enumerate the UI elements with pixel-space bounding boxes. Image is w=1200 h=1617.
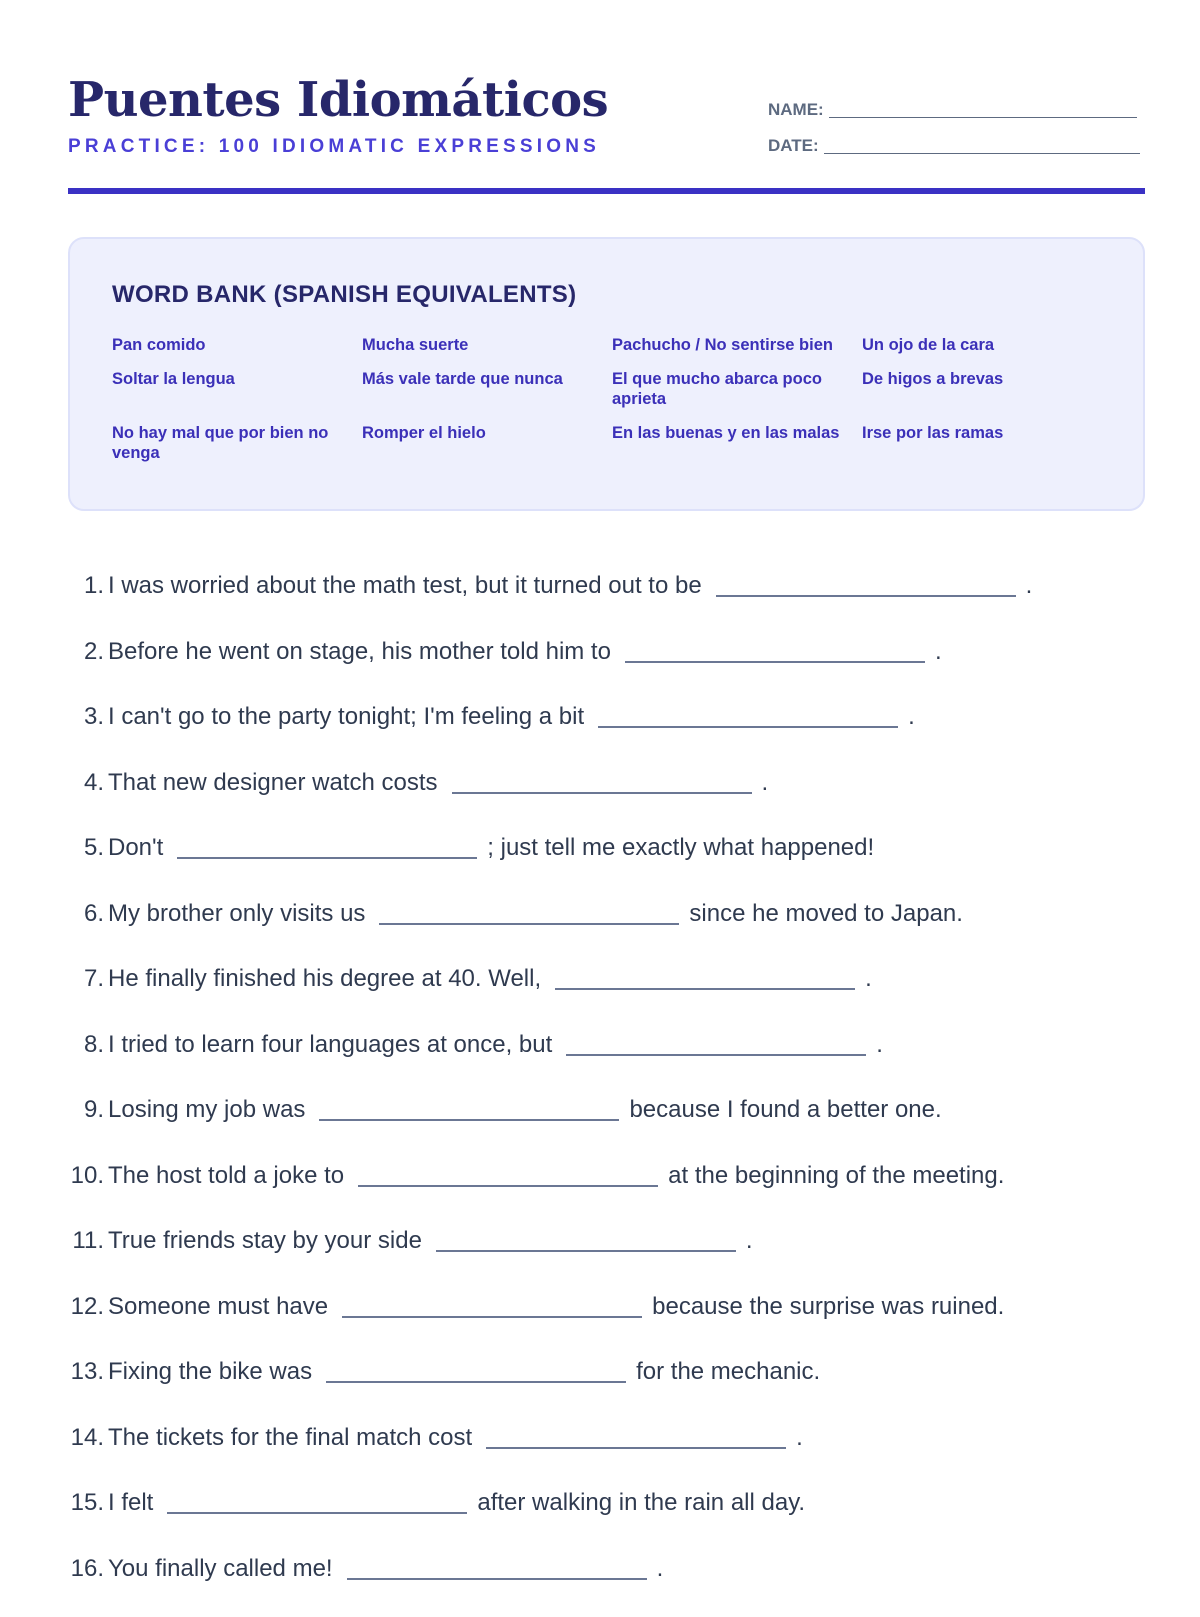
question-item: [68, 962, 1145, 1028]
answer-blank[interactable]: [716, 595, 1016, 597]
question-item: [68, 831, 1145, 897]
question-text: [108, 831, 874, 865]
word-bank-title: WORD BANK (SPANISH EQUIVALENTS): [112, 281, 576, 309]
question-item: [68, 635, 1145, 701]
answer-blank[interactable]: [379, 923, 679, 925]
question-number: 5.: [84, 831, 104, 865]
word-bank-item: Pachucho / No sentirse bien: [612, 335, 862, 355]
question-number: 12.: [71, 1290, 104, 1324]
question-number: 2.: [84, 635, 104, 669]
word-bank-item: Pan comido: [112, 335, 362, 355]
page-title: Puentes Idiomáticos: [68, 70, 608, 130]
question-ending: .: [746, 1224, 753, 1258]
worksheet-header: [68, 64, 1145, 196]
question-prompt: Before he went on stage, his mother told him to: [108, 635, 611, 669]
question-prompt: I felt: [108, 1486, 153, 1520]
answer-blank[interactable]: [566, 1054, 866, 1056]
worksheet-page: [68, 0, 1145, 1600]
question-item: [68, 1355, 1145, 1421]
question-text: [108, 635, 942, 669]
answer-blank[interactable]: [347, 1578, 647, 1580]
question-ending: at the beginning of the meeting.: [668, 1159, 1004, 1193]
answer-blank[interactable]: [452, 792, 752, 794]
question-prompt: My brother only visits us: [108, 897, 365, 931]
question-item: [68, 1093, 1145, 1159]
question-number: 11.: [72, 1224, 104, 1258]
word-bank-item: No hay mal que por bien no venga: [112, 423, 362, 463]
question-ending: .: [1026, 569, 1033, 603]
word-bank-item: El que mucho abarca poco aprieta: [612, 369, 862, 409]
answer-blank[interactable]: [319, 1119, 619, 1121]
date-label: DATE:: [768, 136, 819, 156]
question-ending: .: [796, 1421, 803, 1455]
answer-blank[interactable]: [625, 661, 925, 663]
question-ending: because I found a better one.: [629, 1093, 941, 1127]
question-text: [108, 1224, 753, 1258]
question-ending: .: [935, 635, 942, 669]
answer-blank[interactable]: [555, 988, 855, 990]
question-ending: .: [762, 766, 769, 800]
question-prompt: True friends stay by your side: [108, 1224, 422, 1258]
question-prompt: Don't: [108, 831, 163, 865]
question-ending: after walking in the rain all day.: [477, 1486, 805, 1520]
question-number: 15.: [71, 1486, 104, 1520]
question-number: 3.: [84, 700, 104, 734]
question-item: [68, 1028, 1145, 1094]
question-ending: .: [908, 700, 915, 734]
question-ending: since he moved to Japan.: [689, 897, 963, 931]
question-item: [68, 897, 1145, 963]
answer-blank[interactable]: [358, 1185, 658, 1187]
date-field[interactable]: [768, 136, 1140, 156]
question-prompt: I was worried about the math test, but it turned out to be: [108, 569, 702, 603]
question-ending: ; just tell me exactly what happened!: [487, 831, 874, 865]
question-list: [68, 569, 1145, 1617]
word-bank-item: Soltar la lengua: [112, 369, 362, 409]
question-text: [108, 1552, 663, 1586]
question-number: 16.: [71, 1552, 104, 1586]
question-text: [108, 766, 768, 800]
word-bank-item: De higos a brevas: [862, 369, 1112, 409]
question-number: 13.: [71, 1355, 104, 1389]
question-text: [108, 1421, 803, 1455]
word-bank-item: Mucha suerte: [362, 335, 612, 355]
question-text: [108, 897, 963, 931]
question-prompt: That new designer watch costs: [108, 766, 438, 800]
answer-blank[interactable]: [177, 857, 477, 859]
word-bank-item: Irse por las ramas: [862, 423, 1112, 463]
answer-blank[interactable]: [486, 1447, 786, 1449]
question-item: [68, 1421, 1145, 1487]
question-number: 14.: [71, 1421, 104, 1455]
word-bank-item: En las buenas y en las malas: [612, 423, 862, 463]
question-prompt: The host told a joke to: [108, 1159, 344, 1193]
word-bank-item: Romper el hielo: [362, 423, 612, 463]
question-item: [68, 1159, 1145, 1225]
question-prompt: You finally called me!: [108, 1552, 333, 1586]
question-prompt: I can't go to the party tonight; I'm feeling a bit: [108, 700, 584, 734]
answer-blank[interactable]: [342, 1316, 642, 1318]
name-line[interactable]: [829, 117, 1137, 118]
question-prompt: Losing my job was: [108, 1093, 305, 1127]
question-prompt: Someone must have: [108, 1290, 328, 1324]
question-number: 4.: [84, 766, 104, 800]
word-bank-item: Un ojo de la cara: [862, 335, 1112, 355]
question-item: [68, 1486, 1145, 1552]
question-text: [108, 1355, 820, 1389]
question-text: [108, 1093, 942, 1127]
question-number: 1.: [84, 569, 104, 603]
question-item: [68, 766, 1145, 832]
page-subtitle: PRACTICE: 100 IDIOMATIC EXPRESSIONS: [68, 136, 600, 158]
answer-blank[interactable]: [598, 726, 898, 728]
word-bank-grid: [112, 335, 1112, 463]
answer-blank[interactable]: [326, 1381, 626, 1383]
question-number: 7.: [84, 962, 104, 996]
question-text: [108, 1028, 883, 1062]
question-text: [108, 1159, 1004, 1193]
question-item: [68, 569, 1145, 635]
question-item: [68, 700, 1145, 766]
name-label: NAME:: [768, 100, 824, 120]
question-prompt: Fixing the bike was: [108, 1355, 312, 1389]
question-text: [108, 962, 872, 996]
question-number: 8.: [84, 1028, 104, 1062]
question-text: [108, 700, 915, 734]
word-bank-item: Más vale tarde que nunca: [362, 369, 612, 409]
question-number: 10.: [71, 1159, 104, 1193]
question-item: [68, 1290, 1145, 1356]
question-prompt: He finally finished his degree at 40. Well,: [108, 962, 541, 996]
question-ending: because the surprise was ruined.: [652, 1290, 1004, 1324]
answer-blank[interactable]: [436, 1250, 736, 1252]
question-prompt: I tried to learn four languages at once, but: [108, 1028, 552, 1062]
answer-blank[interactable]: [167, 1512, 467, 1514]
question-ending: for the mechanic.: [636, 1355, 820, 1389]
date-line[interactable]: [824, 153, 1140, 154]
question-number: 6.: [84, 897, 104, 931]
question-ending: .: [657, 1552, 664, 1586]
question-text: [108, 569, 1032, 603]
header-divider: [68, 188, 1145, 194]
question-prompt: The tickets for the final match cost: [108, 1421, 472, 1455]
question-item: [68, 1224, 1145, 1290]
question-text: [108, 1486, 805, 1520]
name-field[interactable]: [768, 100, 1137, 120]
question-ending: .: [876, 1028, 883, 1062]
question-number: 9.: [84, 1093, 104, 1127]
question-item: [68, 1552, 1145, 1617]
question-ending: .: [865, 962, 872, 996]
question-text: [108, 1290, 1004, 1324]
word-bank: [68, 237, 1145, 511]
